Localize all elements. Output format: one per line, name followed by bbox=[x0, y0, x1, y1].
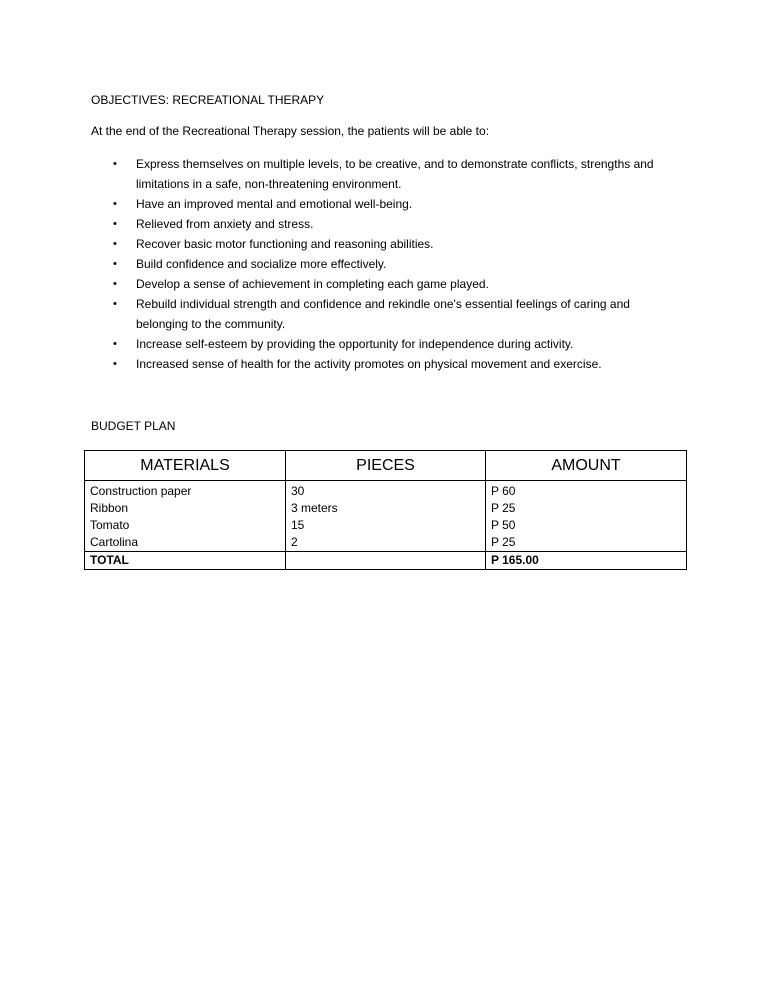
amount-cell: P 25 bbox=[486, 534, 687, 552]
material-cell: Ribbon bbox=[85, 500, 286, 517]
bullet-icon: • bbox=[113, 298, 117, 310]
objective-text: Have an improved mental and emotional well-being. bbox=[136, 197, 413, 211]
amount-cell: P 50 bbox=[486, 517, 687, 534]
list-item bbox=[0, 194, 676, 214]
column-header-materials: MATERIALS bbox=[85, 451, 286, 481]
objectives-list bbox=[0, 154, 768, 374]
total-label: TOTAL bbox=[85, 552, 286, 570]
column-header-pieces: PIECES bbox=[286, 451, 486, 481]
pieces-cell: 15 bbox=[286, 517, 486, 534]
list-item bbox=[0, 234, 676, 254]
bullet-icon: • bbox=[113, 198, 117, 210]
table-row bbox=[85, 517, 687, 534]
section-heading: OBJECTIVES: RECREATIONAL THERAPY bbox=[91, 93, 325, 107]
list-item bbox=[0, 334, 676, 354]
bullet-icon: • bbox=[113, 338, 117, 350]
material-cell: Construction paper bbox=[85, 481, 286, 501]
bullet-icon: • bbox=[113, 358, 117, 370]
total-pieces bbox=[286, 552, 486, 570]
amount-cell: P 25 bbox=[486, 500, 687, 517]
budget-table bbox=[84, 450, 687, 570]
bullet-icon: • bbox=[113, 238, 117, 250]
bullet-icon: • bbox=[113, 158, 117, 170]
objective-text: Increase self-esteem by providing the opportunity for independence during activity. bbox=[136, 337, 574, 351]
pieces-cell: 2 bbox=[286, 534, 486, 552]
material-cell: Tomato bbox=[85, 517, 286, 534]
material-cell: Cartolina bbox=[85, 534, 286, 552]
bullet-icon: • bbox=[113, 258, 117, 270]
list-item bbox=[0, 214, 676, 234]
list-item bbox=[0, 154, 676, 194]
amount-cell: P 60 bbox=[486, 481, 687, 501]
objective-text: Relieved from anxiety and stress. bbox=[136, 217, 314, 231]
table-row bbox=[85, 500, 687, 517]
objective-text: Recover basic motor functioning and reasoning abilities. bbox=[136, 237, 434, 251]
table-row bbox=[85, 481, 687, 501]
column-header-amount: AMOUNT bbox=[486, 451, 687, 481]
bullet-icon: • bbox=[113, 218, 117, 230]
objective-text: Increased sense of health for the activity promotes on physical movement and exercise. bbox=[136, 357, 602, 371]
pieces-cell: 30 bbox=[286, 481, 486, 501]
total-row bbox=[85, 552, 687, 570]
list-item bbox=[0, 254, 676, 274]
budget-heading: BUDGET PLAN bbox=[91, 419, 176, 433]
intro-text: At the end of the Recreational Therapy session, the patients will be able to: bbox=[91, 124, 490, 138]
objective-text: Build confidence and socialize more effectively. bbox=[136, 257, 387, 271]
pieces-cell: 3 meters bbox=[286, 500, 486, 517]
list-item bbox=[0, 294, 676, 334]
table-row bbox=[85, 534, 687, 552]
bullet-icon: • bbox=[113, 278, 117, 290]
list-item bbox=[0, 354, 676, 374]
list-item bbox=[0, 274, 676, 294]
table-header-row bbox=[85, 451, 687, 481]
total-amount: P 165.00 bbox=[486, 552, 687, 570]
objective-text: Develop a sense of achievement in completing each game played. bbox=[136, 277, 489, 291]
objective-text: Express themselves on multiple levels, to be creative, and to demonstrate conflicts, strengths and limitations in a safe, non-threatening environment. bbox=[136, 157, 654, 191]
objective-text: Rebuild individual strength and confidence and rekindle one's essential feelings of caring and belonging to the community. bbox=[136, 297, 630, 331]
